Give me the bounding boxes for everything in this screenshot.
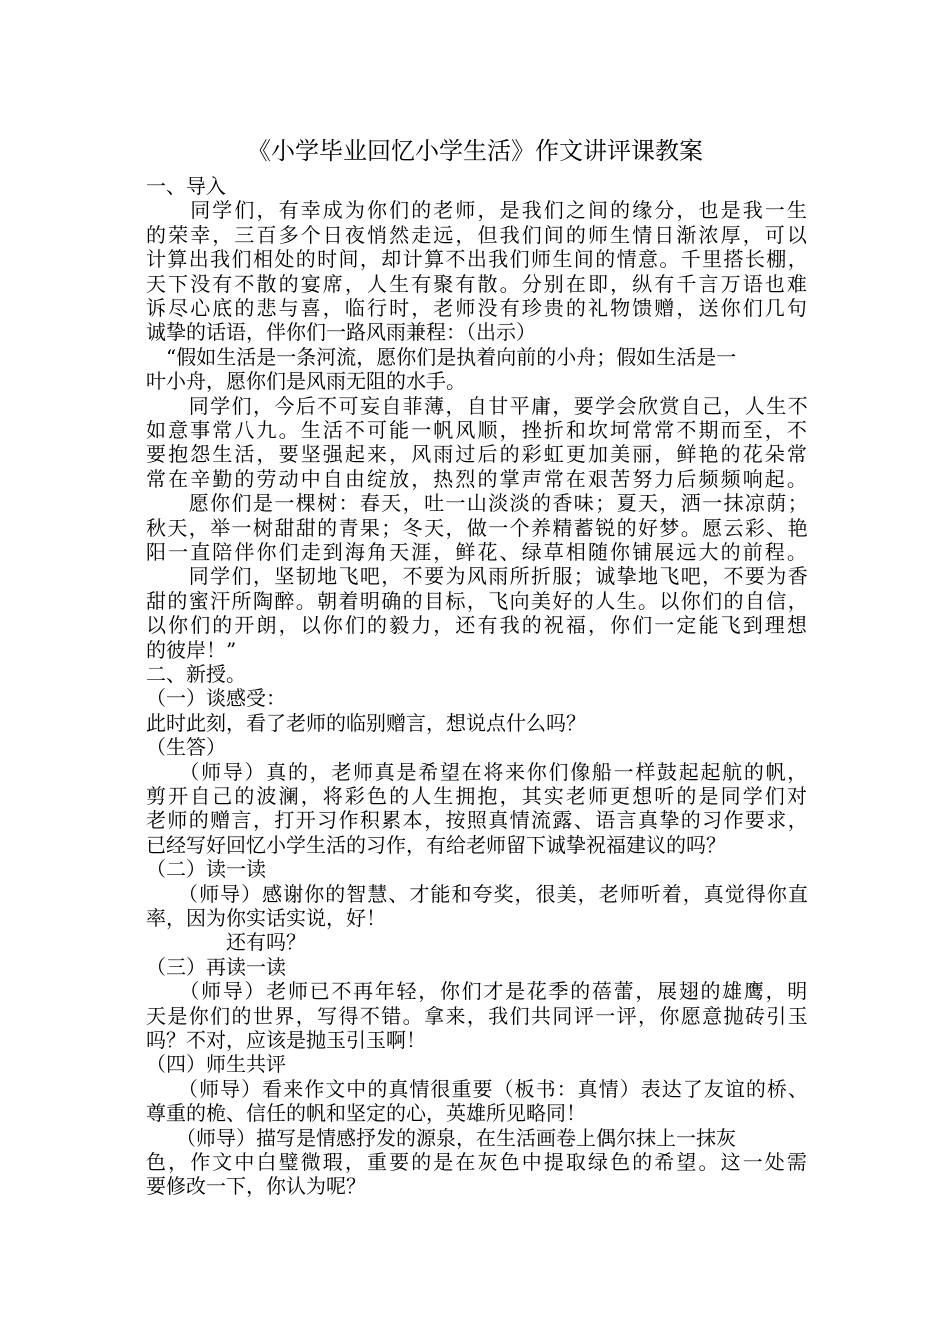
body-line: 的荣幸，三百多个日夜悄然走远，但我们间的师生情日渐浓厚，可以: [146, 222, 809, 247]
body-line: （师导）描写是情感抒发的源泉，在生活画卷上偶尔抹上一抹灰: [146, 1125, 736, 1150]
body-line: （生答）: [146, 735, 226, 760]
body-line: 诚挚的话语，伴你们一路风雨兼程：（出示）: [146, 320, 536, 345]
body-line: “假如生活是一条河流，愿你们是执着向前的小舟；假如生活是一: [146, 344, 737, 369]
body-line: 要修改一下，你认为呢？: [146, 1174, 366, 1199]
body-line: 还有吗？: [146, 930, 306, 955]
body-line: 已经写好回忆小学生活的习作，有给老师留下诚挚祝福建议的吗？: [146, 832, 726, 857]
body-line: 老师的赠言，打开习作积累本，按照真情流露、语言真挚的习作要求，: [146, 808, 810, 833]
body-line: 的彼岸！”: [146, 637, 237, 662]
body-line: 同学们，今后不可妄自菲薄，自甘平庸，要学会欣赏自己，人生不: [146, 393, 810, 418]
body-line: 剪开自己的波澜，将彩色的人生拥抱，其实老师更想听的是同学们对: [146, 784, 809, 808]
body-line: 要抱怨生活，要坚强起来，风雨过后的彩虹更加美丽，鲜艳的花朵常: [146, 442, 809, 467]
body-line: 如意事常八九。生活不可能一帆风顺，挫折和坎坷常常不期而至，不: [146, 418, 809, 442]
body-line: （师导）老师已不再年轻，你们才是花季的蓓蕾，展翅的雄鹰，明: [146, 979, 810, 1004]
document-title: 《小学毕业回忆小学生活》作文讲评课教案: [247, 137, 703, 165]
body-line: （四）师生共评: [146, 1052, 286, 1077]
body-line: （二）读一读: [146, 857, 266, 882]
body-line: 此时此刻，看了老师的临别赠言，想说点什么吗？: [146, 710, 586, 735]
body-line: 色，作文中白璧微瑕，重要的是在灰色中提取绿色的希望。这一处需: [146, 1150, 809, 1174]
body-line: （师导）真的，老师真是希望在将来你们像船一样鼓起起航的帆，: [146, 759, 810, 784]
body-line: 一、导入: [146, 174, 226, 198]
body-line: 愿你们是一棵树：春天，吐一山淡淡的香味；夏天，洒一抹凉荫；: [146, 491, 810, 516]
body-line: 同学们，坚韧地飞吧，不要为风雨所折服；诚挚地飞吧，不要为香: [146, 564, 810, 589]
body-line: （一）谈感受：: [146, 686, 286, 711]
body-line: （师导）感谢你的智慧、才能和夸奖，很美，老师听着，真觉得你直: [146, 881, 809, 906]
body-line: 同学们，有幸成为你们的老师，是我们之间的缘分，也是我一生: [146, 198, 809, 223]
body-line: 甜的蜜汗所陶醉。朝着明确的目标，飞向美好的人生。以你们的自信，: [146, 588, 810, 613]
body-line: 计算出我们相处的时间，却计算不出我们师生间的情意。千里搭长棚，: [146, 247, 810, 272]
body-line: （三）再读一读: [146, 954, 286, 979]
body-line: 阳一直陪伴你们走到海角天涯，鲜花、绿草相随你铺展远大的前程。: [146, 540, 809, 564]
body-line: 二、新授。: [146, 662, 246, 686]
body-line: 诉尽心底的悲与喜，临行时，老师没有珍贵的礼物馈赠，送你们几句: [146, 296, 809, 320]
body-line: 天下没有不散的宴席，人生有聚有散。分别在即，纵有千言万语也难: [146, 271, 809, 296]
body-line: 秋天，举一树甜甜的青果；冬天，做一个养精蓄锐的好梦。愿云彩、艳: [146, 515, 810, 540]
body-line: 叶小舟，愿你们是风雨无阻的水手。: [146, 369, 466, 394]
body-line: 常在辛勤的劳动中自由绽放，热烈的掌声常在艰苦努力后频频响起。: [146, 466, 809, 491]
body-line: （师导）看来作文中的真情很重要（板书：真情）表达了友谊的桥、: [146, 1076, 809, 1101]
body-line: 率，因为你实话实说，好！: [146, 906, 386, 930]
body-line: 尊重的桅、信任的帆和坚定的心，英雄所见略同！: [146, 1101, 586, 1126]
body-line: 天是你们的世界，写得不错。拿来，我们共同评一评，你愿意抛砖引玉: [146, 1003, 810, 1028]
body-line: 吗？不对，应该是抛玉引玉啊！: [146, 1028, 426, 1052]
body-line: 以你们的开朗，以你们的毅力，还有我的祝福，你们一定能飞到理想: [146, 613, 809, 638]
